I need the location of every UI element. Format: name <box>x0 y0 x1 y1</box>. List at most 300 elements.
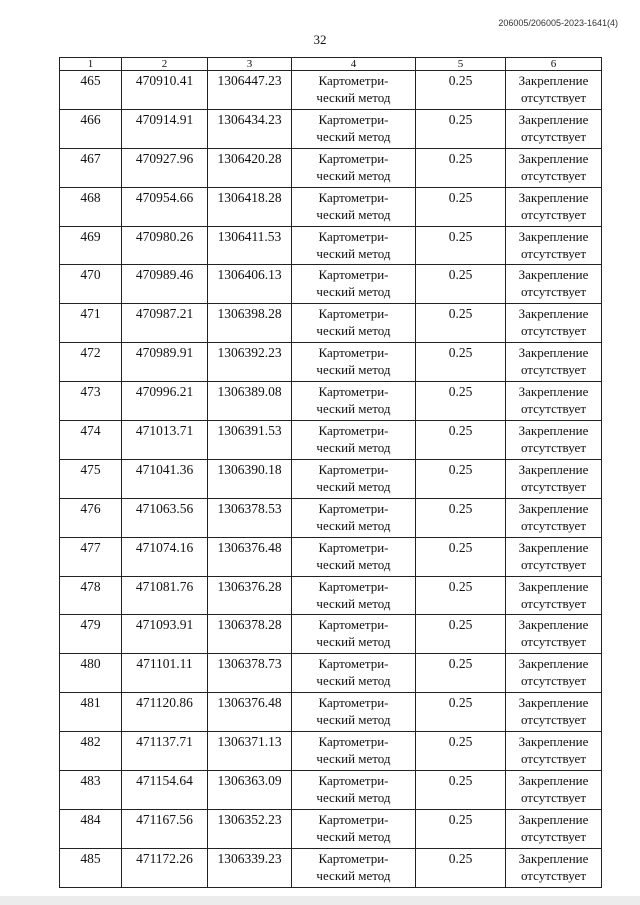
y-coordinate-cell-text: 1306420.28 <box>217 150 282 166</box>
column-header: 3 <box>208 58 292 71</box>
point-number-cell <box>60 343 122 382</box>
point-number-cell-text: 470 <box>80 267 101 283</box>
method-cell-text: ческий метод <box>316 478 391 494</box>
accuracy-cell <box>416 498 506 537</box>
method-cell-text: ческий метод <box>316 245 391 261</box>
point-number-cell <box>60 459 122 498</box>
x-coordinate-cell-text: 470914.91 <box>135 111 194 127</box>
point-number-cell-text: 469 <box>80 228 101 244</box>
column-header: 2 <box>122 58 208 71</box>
table-row <box>60 71 602 110</box>
accuracy-cell-text: 0.25 <box>448 345 473 361</box>
point-number-cell <box>60 109 122 148</box>
x-coordinate-cell <box>122 848 208 887</box>
fixing-cell <box>506 498 602 537</box>
point-number-cell-text: 471 <box>80 306 101 322</box>
fixing-cell <box>506 265 602 304</box>
column-header: 4 <box>292 58 416 71</box>
accuracy-cell <box>416 809 506 848</box>
accuracy-cell <box>416 693 506 732</box>
y-coordinate-cell <box>208 304 292 343</box>
fixing-cell <box>506 187 602 226</box>
table-row <box>60 537 602 576</box>
method-cell-text: Картометри- <box>318 850 389 866</box>
point-number-cell <box>60 498 122 537</box>
method-cell-text: ческий метод <box>316 595 391 611</box>
coordinates-table <box>59 57 602 888</box>
y-coordinate-cell <box>208 654 292 693</box>
fixing-cell-text: Закрепление <box>518 811 589 827</box>
accuracy-cell <box>416 148 506 187</box>
table-row <box>60 459 602 498</box>
y-coordinate-cell-text: 1306406.13 <box>217 267 282 283</box>
x-coordinate-cell-text: 470987.21 <box>135 306 194 322</box>
point-number-cell <box>60 226 122 265</box>
method-cell <box>292 771 416 810</box>
x-coordinate-cell <box>122 382 208 421</box>
method-cell-text: ческий метод <box>316 867 391 883</box>
y-coordinate-cell <box>208 226 292 265</box>
accuracy-cell <box>416 421 506 460</box>
accuracy-cell-text: 0.25 <box>448 150 473 166</box>
y-coordinate-cell-text: 1306434.23 <box>217 111 282 127</box>
document-id: 206005/206005-2023-1641(4) <box>498 18 618 28</box>
x-coordinate-cell <box>122 732 208 771</box>
table-row <box>60 615 602 654</box>
point-number-cell <box>60 732 122 771</box>
accuracy-cell-text: 0.25 <box>448 811 473 827</box>
y-coordinate-cell <box>208 693 292 732</box>
method-cell <box>292 498 416 537</box>
fixing-cell <box>506 809 602 848</box>
y-coordinate-cell-text: 1306352.23 <box>217 811 282 827</box>
point-number-cell-text: 485 <box>80 850 101 866</box>
column-header: 6 <box>506 58 602 71</box>
table-row <box>60 809 602 848</box>
y-coordinate-cell-text: 1306363.09 <box>217 773 282 789</box>
method-cell-text: ческий метод <box>316 284 391 300</box>
fixing-cell <box>506 343 602 382</box>
point-number-cell <box>60 654 122 693</box>
accuracy-cell-text: 0.25 <box>448 267 473 283</box>
point-number-cell-text: 479 <box>80 617 101 633</box>
fixing-cell-text: отсутствует <box>520 634 587 650</box>
method-cell-text: ческий метод <box>316 90 391 105</box>
fixing-cell-text: Закрепление <box>518 306 589 322</box>
x-coordinate-cell <box>122 304 208 343</box>
fixing-cell-text: отсутствует <box>520 440 587 456</box>
y-coordinate-cell <box>208 71 292 110</box>
fixing-cell-text: Закрепление <box>518 267 589 283</box>
point-number-cell-text: 477 <box>80 539 101 555</box>
table-row <box>60 382 602 421</box>
method-cell-text: ческий метод <box>316 634 391 650</box>
point-number-cell-text: 473 <box>80 384 101 400</box>
fixing-cell-text: отсутствует <box>520 284 587 300</box>
accuracy-cell-text: 0.25 <box>448 500 473 516</box>
page-number: 32 <box>313 32 327 47</box>
y-coordinate-cell-text: 1306418.28 <box>217 189 282 205</box>
point-number-cell-text: 475 <box>80 461 101 477</box>
fixing-cell-text: отсутствует <box>520 673 587 689</box>
method-cell-text: ческий метод <box>316 167 391 183</box>
y-coordinate-cell-text: 1306389.08 <box>217 384 282 400</box>
point-number-cell <box>60 265 122 304</box>
fixing-cell-text: Закрепление <box>518 384 589 400</box>
method-cell <box>292 421 416 460</box>
fixing-cell-text: Закрепление <box>518 423 589 439</box>
method-cell-text: Картометри- <box>318 384 389 400</box>
method-cell-text: Картометри- <box>318 773 389 789</box>
point-number-cell-text: 468 <box>80 189 101 205</box>
point-number-cell <box>60 615 122 654</box>
fixing-cell-text: отсутствует <box>520 790 587 806</box>
table-row <box>60 226 602 265</box>
accuracy-cell <box>416 187 506 226</box>
accuracy-cell <box>416 71 506 110</box>
fixing-cell-text: отсутствует <box>520 712 587 728</box>
fixing-cell-text: отсутствует <box>520 556 587 572</box>
table-row <box>60 498 602 537</box>
y-coordinate-cell <box>208 382 292 421</box>
x-coordinate-cell-text: 470996.21 <box>135 384 194 400</box>
method-cell <box>292 615 416 654</box>
fixing-cell <box>506 732 602 771</box>
table-row <box>60 576 602 615</box>
point-number-cell-text: 474 <box>80 423 101 439</box>
fixing-cell <box>506 459 602 498</box>
method-cell-text: Картометри- <box>318 423 389 439</box>
method-cell <box>292 654 416 693</box>
point-number-cell <box>60 848 122 887</box>
fixing-cell <box>506 226 602 265</box>
fixing-cell-text: отсутствует <box>520 401 587 417</box>
fixing-cell-text: Закрепление <box>518 850 589 866</box>
method-cell-text: ческий метод <box>316 206 391 222</box>
method-cell-text: Картометри- <box>318 345 389 361</box>
fixing-cell-text: Закрепление <box>518 656 589 672</box>
accuracy-cell-text: 0.25 <box>448 539 473 555</box>
fixing-cell-text: отсутствует <box>520 478 587 494</box>
table-row <box>60 265 602 304</box>
accuracy-cell <box>416 265 506 304</box>
x-coordinate-cell-text: 471101.11 <box>136 656 193 672</box>
point-number-cell-text: 472 <box>80 345 101 361</box>
fixing-cell-text: Закрепление <box>518 150 589 166</box>
x-coordinate-cell <box>122 187 208 226</box>
point-number-cell <box>60 187 122 226</box>
point-number-cell <box>60 537 122 576</box>
x-coordinate-cell-text: 471093.91 <box>135 617 194 633</box>
point-number-cell-text: 480 <box>80 656 101 672</box>
fixing-cell-text: отсутствует <box>520 751 587 767</box>
accuracy-cell <box>416 459 506 498</box>
method-cell <box>292 187 416 226</box>
method-cell <box>292 226 416 265</box>
x-coordinate-cell <box>122 265 208 304</box>
x-coordinate-cell-text: 471120.86 <box>136 695 193 711</box>
point-number-cell <box>60 304 122 343</box>
accuracy-cell-text: 0.25 <box>448 423 473 439</box>
method-cell-text: ческий метод <box>316 401 391 417</box>
method-cell <box>292 537 416 576</box>
table-row <box>60 109 602 148</box>
point-number-cell-text: 484 <box>80 811 101 827</box>
fixing-cell <box>506 848 602 887</box>
method-cell-text: ческий метод <box>316 128 391 144</box>
y-coordinate-cell-text: 1306376.48 <box>217 539 282 555</box>
x-coordinate-cell <box>122 498 208 537</box>
accuracy-cell-text: 0.25 <box>448 111 473 127</box>
method-cell-text: ческий метод <box>316 751 391 767</box>
y-coordinate-cell-text: 1306371.13 <box>217 734 282 750</box>
point-number-cell <box>60 693 122 732</box>
point-number-cell <box>60 382 122 421</box>
x-coordinate-cell-text: 471172.26 <box>136 850 193 866</box>
point-number-cell <box>60 771 122 810</box>
accuracy-cell <box>416 848 506 887</box>
method-cell <box>292 809 416 848</box>
fixing-cell <box>506 654 602 693</box>
point-number-cell <box>60 421 122 460</box>
accuracy-cell-text: 0.25 <box>448 850 473 866</box>
accuracy-cell-text: 0.25 <box>448 461 473 477</box>
y-coordinate-cell <box>208 187 292 226</box>
table-header-row <box>60 58 602 71</box>
column-header: 5 <box>416 58 506 71</box>
y-coordinate-cell <box>208 265 292 304</box>
x-coordinate-cell <box>122 693 208 732</box>
method-cell <box>292 343 416 382</box>
point-number-cell-text: 466 <box>80 111 101 127</box>
method-cell <box>292 576 416 615</box>
y-coordinate-cell <box>208 576 292 615</box>
method-cell-text: Картометри- <box>318 189 389 205</box>
fixing-cell <box>506 693 602 732</box>
table-row <box>60 421 602 460</box>
accuracy-cell-text: 0.25 <box>448 189 473 205</box>
method-cell-text: ческий метод <box>316 440 391 456</box>
fixing-cell-text: отсутствует <box>520 167 587 183</box>
x-coordinate-cell-text: 471081.76 <box>135 578 194 594</box>
fixing-cell <box>506 304 602 343</box>
y-coordinate-cell-text: 1306398.28 <box>217 306 282 322</box>
table-row <box>60 848 602 887</box>
table-row <box>60 771 602 810</box>
fixing-cell-text: Закрепление <box>518 539 589 555</box>
accuracy-cell-text: 0.25 <box>448 73 473 88</box>
x-coordinate-cell-text: 471041.36 <box>135 461 194 477</box>
accuracy-cell-text: 0.25 <box>448 617 473 633</box>
point-number-cell-text: 482 <box>80 734 101 750</box>
fixing-cell-text: отсутствует <box>520 517 587 533</box>
x-coordinate-cell <box>122 226 208 265</box>
method-cell-text: ческий метод <box>316 323 391 339</box>
accuracy-cell <box>416 576 506 615</box>
y-coordinate-cell <box>208 732 292 771</box>
x-coordinate-cell <box>122 809 208 848</box>
accuracy-cell <box>416 226 506 265</box>
y-coordinate-cell <box>208 615 292 654</box>
fixing-cell <box>506 109 602 148</box>
fixing-cell-text: Закрепление <box>518 345 589 361</box>
x-coordinate-cell-text: 471013.71 <box>135 423 194 439</box>
fixing-cell-text: отсутствует <box>520 323 587 339</box>
y-coordinate-cell <box>208 537 292 576</box>
fixing-cell-text: Закрепление <box>518 578 589 594</box>
fixing-cell-text: отсутствует <box>520 595 587 611</box>
x-coordinate-cell <box>122 71 208 110</box>
scan-bottom-edge <box>0 896 640 905</box>
x-coordinate-cell-text: 470927.96 <box>135 150 194 166</box>
x-coordinate-cell <box>122 109 208 148</box>
y-coordinate-cell <box>208 771 292 810</box>
y-coordinate-cell-text: 1306391.53 <box>217 423 282 439</box>
fixing-cell <box>506 421 602 460</box>
fixing-cell-text: отсутствует <box>520 828 587 844</box>
y-coordinate-cell-text: 1306392.23 <box>217 345 282 361</box>
fixing-cell <box>506 615 602 654</box>
method-cell <box>292 848 416 887</box>
point-number-cell <box>60 148 122 187</box>
fixing-cell <box>506 537 602 576</box>
accuracy-cell-text: 0.25 <box>448 228 473 244</box>
method-cell <box>292 71 416 110</box>
fixing-cell-text: отсутствует <box>520 245 587 261</box>
table-row <box>60 148 602 187</box>
accuracy-cell-text: 0.25 <box>448 773 473 789</box>
accuracy-cell-text: 0.25 <box>448 384 473 400</box>
point-number-cell-text: 478 <box>80 578 101 594</box>
method-cell-text: ческий метод <box>316 517 391 533</box>
y-coordinate-cell <box>208 809 292 848</box>
method-cell <box>292 109 416 148</box>
method-cell <box>292 382 416 421</box>
point-number-cell-text: 465 <box>80 73 101 88</box>
x-coordinate-cell <box>122 537 208 576</box>
point-number-cell-text: 476 <box>80 500 101 516</box>
fixing-cell <box>506 148 602 187</box>
fixing-cell-text: отсутствует <box>520 90 587 105</box>
method-cell-text: ческий метод <box>316 362 391 378</box>
y-coordinate-cell-text: 1306447.23 <box>217 73 282 88</box>
accuracy-cell-text: 0.25 <box>448 578 473 594</box>
y-coordinate-cell <box>208 109 292 148</box>
method-cell-text: Картометри- <box>318 73 389 88</box>
fixing-cell-text: Закрепление <box>518 461 589 477</box>
method-cell-text: Картометри- <box>318 461 389 477</box>
x-coordinate-cell-text: 471167.56 <box>136 811 193 827</box>
accuracy-cell <box>416 537 506 576</box>
method-cell-text: Картометри- <box>318 150 389 166</box>
fixing-cell-text: Закрепление <box>518 189 589 205</box>
method-cell <box>292 732 416 771</box>
point-number-cell <box>60 71 122 110</box>
fixing-cell-text: отсутствует <box>520 362 587 378</box>
accuracy-cell <box>416 343 506 382</box>
point-number-cell-text: 483 <box>80 773 101 789</box>
accuracy-cell <box>416 615 506 654</box>
table-row <box>60 654 602 693</box>
method-cell-text: ческий метод <box>316 556 391 572</box>
x-coordinate-cell-text: 470910.41 <box>135 73 194 88</box>
method-cell-text: Картометри- <box>318 656 389 672</box>
method-cell <box>292 693 416 732</box>
x-coordinate-cell-text: 470980.26 <box>135 228 194 244</box>
x-coordinate-cell <box>122 654 208 693</box>
accuracy-cell <box>416 304 506 343</box>
x-coordinate-cell-text: 471137.71 <box>136 734 193 750</box>
table-row <box>60 187 602 226</box>
accuracy-cell <box>416 109 506 148</box>
column-header: 1 <box>60 58 122 71</box>
accuracy-cell <box>416 654 506 693</box>
fixing-cell-text: Закрепление <box>518 734 589 750</box>
table-row <box>60 693 602 732</box>
method-cell-text: Картометри- <box>318 578 389 594</box>
method-cell-text: Картометри- <box>318 228 389 244</box>
x-coordinate-cell <box>122 148 208 187</box>
method-cell-text: ческий метод <box>316 712 391 728</box>
method-cell-text: Картометри- <box>318 267 389 283</box>
y-coordinate-cell <box>208 498 292 537</box>
fixing-cell-text: Закрепление <box>518 73 589 88</box>
fixing-cell-text: отсутствует <box>520 128 587 144</box>
table-row <box>60 732 602 771</box>
y-coordinate-cell-text: 1306390.18 <box>217 461 282 477</box>
fixing-cell-text: Закрепление <box>518 228 589 244</box>
table-row <box>60 343 602 382</box>
method-cell-text: Картометри- <box>318 539 389 555</box>
x-coordinate-cell-text: 471063.56 <box>135 500 194 516</box>
method-cell-text: Картометри- <box>318 734 389 750</box>
x-coordinate-cell-text: 470989.46 <box>135 267 194 283</box>
y-coordinate-cell-text: 1306411.53 <box>217 228 282 244</box>
y-coordinate-cell-text: 1306376.48 <box>217 695 282 711</box>
accuracy-cell-text: 0.25 <box>448 656 473 672</box>
accuracy-cell-text: 0.25 <box>448 695 473 711</box>
y-coordinate-cell-text: 1306376.28 <box>217 578 282 594</box>
fixing-cell-text: Закрепление <box>518 773 589 789</box>
y-coordinate-cell-text: 1306378.28 <box>217 617 282 633</box>
x-coordinate-cell <box>122 576 208 615</box>
point-number-cell <box>60 809 122 848</box>
fixing-cell-text: отсутствует <box>520 867 587 883</box>
x-coordinate-cell <box>122 771 208 810</box>
method-cell-text: Картометри- <box>318 695 389 711</box>
table-row <box>60 304 602 343</box>
x-coordinate-cell-text: 470954.66 <box>135 189 194 205</box>
accuracy-cell <box>416 382 506 421</box>
point-number-cell-text: 467 <box>80 150 101 166</box>
method-cell-text: Картометри- <box>318 617 389 633</box>
method-cell <box>292 459 416 498</box>
x-coordinate-cell <box>122 615 208 654</box>
y-coordinate-cell <box>208 343 292 382</box>
fixing-cell-text: Закрепление <box>518 500 589 516</box>
accuracy-cell <box>416 732 506 771</box>
x-coordinate-cell <box>122 459 208 498</box>
accuracy-cell <box>416 771 506 810</box>
method-cell-text: ческий метод <box>316 790 391 806</box>
method-cell-text: ческий метод <box>316 828 391 844</box>
method-cell-text: Картометри- <box>318 811 389 827</box>
y-coordinate-cell <box>208 148 292 187</box>
accuracy-cell-text: 0.25 <box>448 306 473 322</box>
point-number-cell-text: 481 <box>80 695 101 711</box>
method-cell-text: Картометри- <box>318 111 389 127</box>
x-coordinate-cell <box>122 343 208 382</box>
